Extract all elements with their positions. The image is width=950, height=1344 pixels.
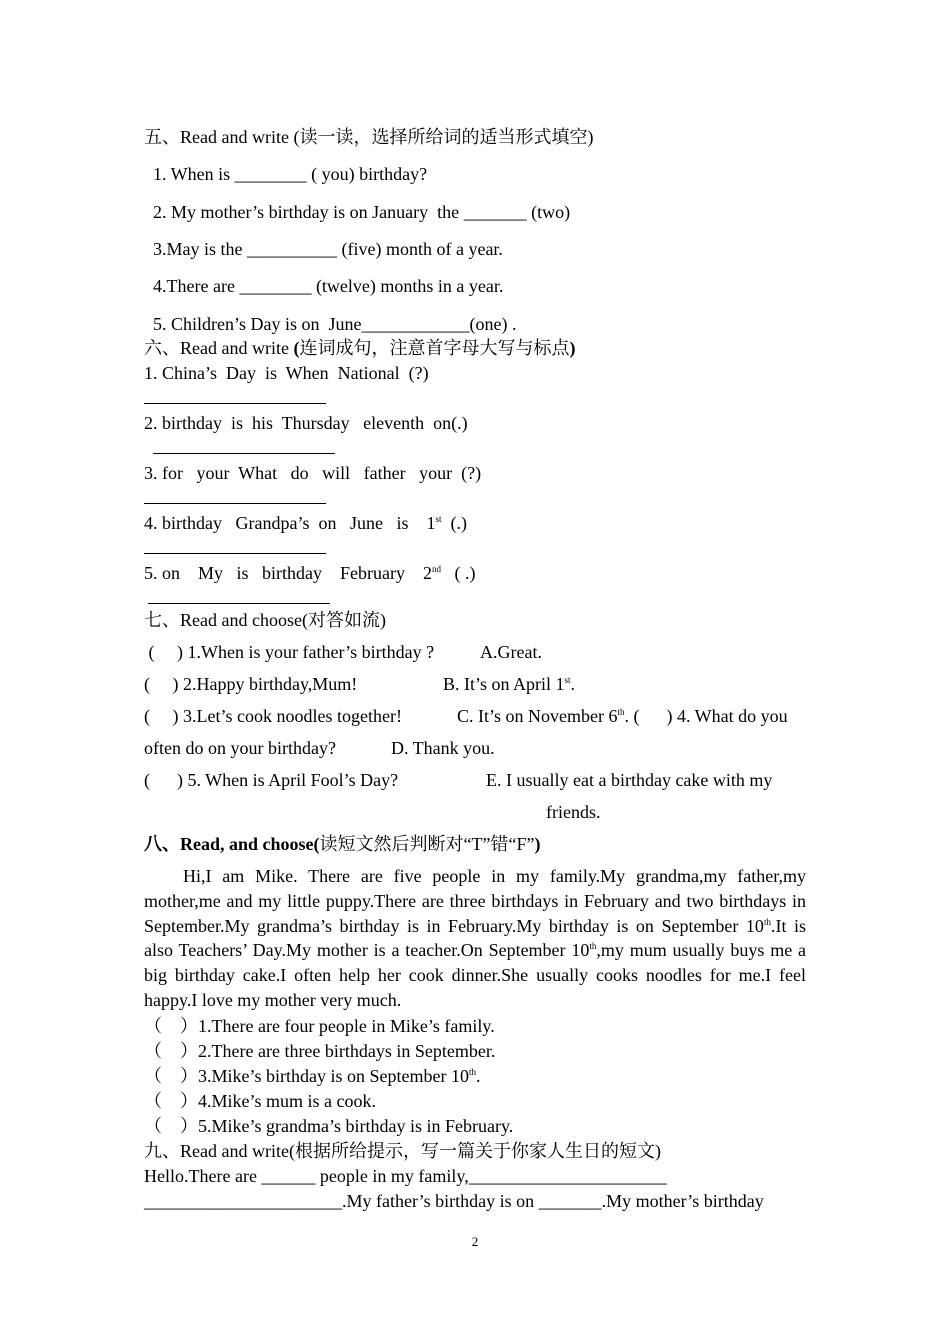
superscript: th [763,916,771,927]
section5-heading: 五、Read and write (读一读，选择所给词的适当形式填空) [144,127,594,147]
section6-item-5-text: 5. on My is birthday February 2 [144,563,432,583]
answer-line-4 [144,553,326,554]
section8-item-3 [144,1065,480,1087]
section5-item-3: 3.May is the __________ (five) month of a year. [153,239,503,259]
section8-heading-cn: 读短文然后判断对“T”错“F” [319,834,535,854]
page-number: 2 [471,1234,479,1249]
section9-line-1: Hello.There are ______ people in my family,______________________ [144,1166,667,1186]
section8-heading-close: ) [534,834,541,854]
section6-item-5 [144,562,475,584]
section6-item-4 [144,512,467,534]
section6-heading-close: ) [569,338,576,358]
section5-item-5: 5. Children’s Day is on June____________(one) . [153,314,517,334]
section7-a5: E. I usually eat a birthday cake with my [486,770,773,790]
section7-q4-cont: often do on your birthday? [144,738,336,758]
answer-line-5 [148,603,330,604]
section9-line-2-text: ______________________.My father’s birthday is on _______.My mother’s birthday [144,1191,764,1211]
section8-item-1: （ ）1.There are four people in Mike’s family. [144,1016,495,1036]
section9-heading: 九、Read and write(根据所给提示，写一篇关于你家人生日的短文) [144,1141,661,1161]
section8-item-5: （ ）5.Mike’s grandma’s birthday is in February. [144,1116,514,1136]
section8-item-4: （ ）4.Mike’s mum is a cook. [144,1091,376,1111]
section7-a2 [443,673,575,695]
section8-item-2: （ ）2.There are three birthdays in September. [144,1041,496,1061]
answer-line-3 [144,503,326,504]
passage-part-3: ,my mum usually buys me a big birthday cake.I often help her cook dinner.She usually cooks noodles for me.I feel happy.I love my mother very much. [144,940,807,1010]
section6-item-1: 1. China’s Day is When National (?) [144,363,429,383]
section7-q1: ( ) 1.When is your father’s birthday ? [144,642,435,662]
answer-line-1 [144,403,326,404]
section6-item-4-tail: (.) [441,513,467,533]
superscript: th [589,941,597,952]
section9-line-2 [144,1190,806,1212]
section7-a2-tail: . [570,674,576,694]
section7-q3: ( ) 3.Let’s cook noodles together! [144,706,402,726]
section5-item-2: 2. My mother’s birthday is on January the _______ (two) [153,202,571,222]
section5-item-4: 4.There are ________ (twelve) months in a year. [153,276,504,296]
section6-item-4-text: 4. birthday Grandpa’s on June is 1 [144,513,436,533]
section7-a1: A.Great. [480,642,542,662]
section7-a3-text: C. It’s on November 6 [457,706,618,726]
superscript: nd [431,564,441,574]
superscript: st [564,675,571,685]
section6-heading-prefix: 六、Read and write [144,338,294,358]
section5-item-1: 1. When is ________ ( you) birthday? [153,164,428,184]
section6-heading [144,337,575,359]
passage-part-1: Hi,I am Mike. There are five people in my family.My grandma,my father,my mother,me and my little puppy.There are three birthdays in February and two birthdays in September.My grandma’s birthday is in February.My birthday is on September 10 [144,866,806,936]
section7-a3-tail: . ( ) 4. What do you [624,706,788,726]
section7-a2-text: B. It’s on April 1 [443,674,565,694]
section8-heading [144,833,540,855]
superscript: th [617,707,625,717]
superscript: st [435,514,442,524]
section8-passage [144,864,806,1013]
section7-heading: 七、Read and choose(对答如流) [144,610,386,630]
section7-a3 [457,705,788,727]
section7-q2: ( ) 2.Happy birthday,Mum! [144,674,358,694]
section8-item-3-tail: . [475,1066,481,1086]
section6-item-3: 3. for your What do will father your (?) [144,463,482,483]
section7-a5-cont: friends. [546,802,601,822]
section6-item-2: 2. birthday is his Thursday eleventh on(.) [144,413,468,433]
section6-heading-cn: 连词成句，注意首字母大写与标点 [299,338,570,358]
answer-line-2 [153,453,335,454]
section7-a4: D. Thank you. [391,738,495,758]
section7-q5: ( ) 5. When is April Fool’s Day? [144,770,399,790]
section6-item-5-tail: ( .) [440,563,476,583]
section8-item-3-text: （ ）3.Mike’s birthday is on September 10 [144,1066,469,1086]
passage-part-2: .It is also Teachers’ Day.My mother is a teacher.On September 10 [144,915,806,961]
section6-heading-open: ( [293,338,300,358]
superscript: th [468,1067,476,1077]
section8-heading-bold: 八、Read, and choose( [144,834,320,854]
